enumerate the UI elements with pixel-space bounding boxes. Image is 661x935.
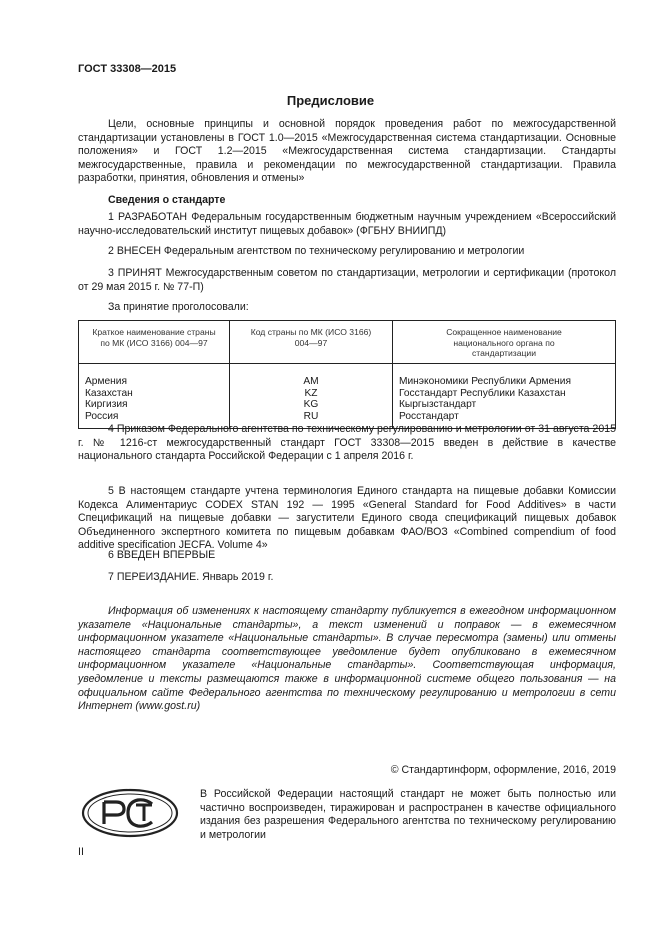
row-code: KG bbox=[230, 399, 393, 411]
item-developed bbox=[78, 211, 616, 238]
vote-table bbox=[78, 320, 616, 429]
rf-copyright-notice-text: В Российской Федерации настоящий стандарт не может быть полностью или частично воспроизведен, тиражирован и распространен в качестве официального издания без разрешения Федерального агентства по техническому регулированию и метрологии bbox=[200, 788, 616, 841]
item-developed-text: 1 РАЗРАБОТАН Федеральным государственным бюджетным научным учреждением «Всероссийский научно-исследовательский институт пищевых добавок» (ФГБНУ ВНИИПД) bbox=[78, 211, 616, 237]
page-number: II bbox=[78, 846, 84, 858]
page-title: Предисловие bbox=[286, 93, 375, 108]
vote-table-header bbox=[79, 321, 616, 364]
item-first bbox=[78, 549, 616, 563]
item-reissue-text: 7 ПЕРЕИЗДАНИЕ. Январь 2019 г. bbox=[108, 571, 274, 583]
rf-copyright-notice bbox=[200, 788, 616, 842]
item-order-text: 4 Приказом Федерального агентства по техническому регулированию и метрологии от 31 августа 2015 г. № 1216-ст межгосударственный стандарт ГОСТ 33308—2015 введен в действие в качестве национального стандарта Российской Федерации с 1 апреля 2016 г. bbox=[78, 423, 616, 463]
item-terminology bbox=[78, 485, 616, 553]
pct-certification-mark-icon bbox=[80, 788, 180, 843]
change-notice bbox=[78, 605, 616, 714]
standard-code: ГОСТ 33308—2015 bbox=[78, 63, 177, 75]
row-code: KZ bbox=[230, 388, 393, 400]
copyright: © Стандартинформ, оформление, 2016, 2019 bbox=[390, 764, 616, 776]
intro-paragraph bbox=[78, 118, 616, 186]
item-adopted-text: 3 ПРИНЯТ Межгосударственным советом по стандартизации, метрологии и сертификации (протокол от 29 мая 2015 г. № 77-П) bbox=[78, 267, 616, 293]
item-submitted-text: 2 ВНЕСЕН Федеральным агентством по техническому регулированию и метрологии bbox=[108, 245, 525, 257]
row-code: AM bbox=[230, 376, 393, 388]
row-body: Госстандарт Республики Казахстан bbox=[393, 388, 616, 400]
item-submitted bbox=[78, 245, 616, 259]
row-country: Казахстан bbox=[79, 388, 230, 400]
voted-label-text: За принятие проголосовали: bbox=[108, 301, 249, 313]
row-country: Армения bbox=[79, 376, 230, 388]
item-order bbox=[78, 423, 616, 464]
row-body: Минэкономики Республики Армения bbox=[393, 376, 616, 388]
voted-label bbox=[78, 301, 616, 315]
section-title: Сведения о стандарте bbox=[108, 194, 226, 206]
table-row bbox=[79, 376, 616, 388]
change-notice-text: Информация об изменениях к настоящему стандарту публикуется в ежегодном информационном указателе «Национальные стандарты», а текст изменений и поправок — в ежемесячном информационном указателе «Национальные стандарты». В случае пересмотра (замены) или отмены настоящего стандарта соответствующее уведомление будет опубликовано в ежемесячном информационном указателе «Национальные стандарты». Соответствующая информация, уведомление и тексты размещаются также в информационной системе общего пользования — на официальном сайте Федерального агентства по техническому регулированию и метрологии в сети Интернет (www.gost.ru) bbox=[78, 605, 616, 713]
table-row bbox=[79, 388, 616, 400]
header-code: Код страны по МК (ИСО 3166) 004—97 bbox=[230, 321, 393, 364]
item-adopted bbox=[78, 267, 616, 294]
row-country: Россия bbox=[79, 411, 230, 428]
header-country: Краткое наименование страны по МК (ИСО 3166) 004—97 bbox=[79, 321, 230, 364]
header-body: Сокращенное наименование национального органа по стандартизации bbox=[393, 321, 616, 364]
row-body: Росстандарт bbox=[393, 411, 616, 428]
item-first-text: 6 ВВЕДЕН ВПЕРВЫЕ bbox=[108, 549, 216, 561]
item-reissue bbox=[78, 571, 616, 585]
intro-text: Цели, основные принципы и основной порядок проведения работ по межгосударственной стандартизации установлены в ГОСТ 1.0—2015 «Межгосударственная система стандартизации. Основные положения» и ГОСТ 1.2—2015 «Межгосударственная система стандартизации. Стандарты межгосударственные, правила и рекомендации по межгосударственной стандартизации. Правила разработки, принятия, обновления и отмены» bbox=[78, 118, 616, 185]
row-code: RU bbox=[230, 411, 393, 428]
item-terminology-text: 5 В настоящем стандарте учтена терминология Единого стандарта на пищевые добавки Комиссии Кодекса Алиментариус CODEX STAN 192 — 1995 «General Standard for Food Additives» в части Спецификаций на пищевые добавки — загустители Единого свода спецификаций пищевых добавок Объединенного экспертного комитета по пищевым добавкам ФАО/ВОЗ «Combined compendium of food additive specification JECFA. Volume 4» bbox=[78, 485, 616, 552]
row-body: Кыргызстандарт bbox=[393, 399, 616, 411]
table-row bbox=[79, 399, 616, 411]
row-country: Киргизия bbox=[79, 399, 230, 411]
